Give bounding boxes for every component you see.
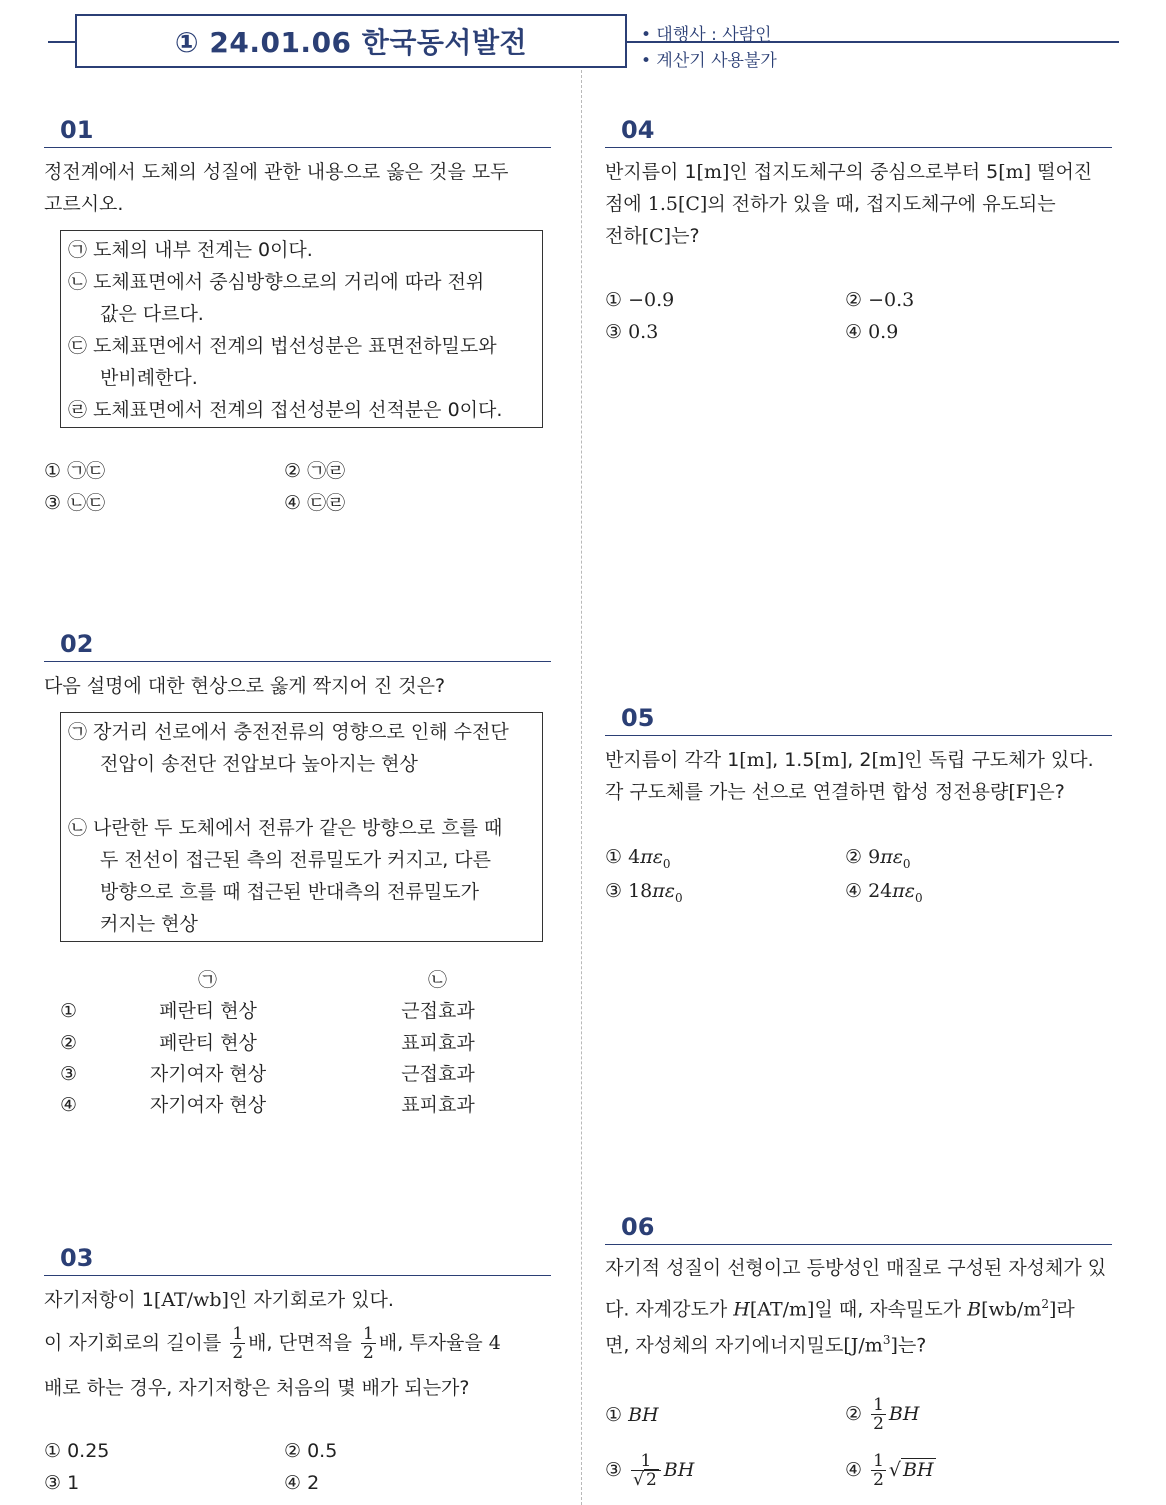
q01-statement-box bbox=[60, 230, 543, 428]
q02-statement: 두 전선이 접근된 측의 전류밀도가 커지고, 다른 bbox=[100, 849, 492, 871]
question-number-03: 03 bbox=[60, 1244, 94, 1272]
q06-choice-2[interactable]: ② $\frac{1}{2}$ BH bbox=[845, 1395, 920, 1434]
question-rule-06 bbox=[605, 1244, 1112, 1245]
q02-choice-2-b: 표피효과 bbox=[401, 1032, 475, 1054]
question-rule-01 bbox=[44, 147, 551, 148]
q06-choice-3[interactable]: ③ $\frac{1}{√ 2}$ BH bbox=[605, 1451, 695, 1490]
q04-choice-4[interactable]: ④ 0.9 bbox=[845, 321, 899, 343]
question-rule-02 bbox=[44, 661, 551, 662]
header-rule-left bbox=[48, 41, 75, 43]
q03-choice-4[interactable]: ④ 2 bbox=[284, 1472, 320, 1494]
column-divider bbox=[581, 70, 582, 1505]
q06-text-line2: 다. 자계강도가 H[AT/m]일 때, 자속밀도가 $B[wb/m^2]$라 bbox=[605, 1297, 1075, 1321]
q02-statement-box bbox=[60, 712, 543, 942]
q02-choice-1-b: 근접효과 bbox=[401, 1000, 475, 1022]
q01-text-line1: 정전계에서 도체의 성질에 관한 내용으로 옳은 것을 모두 bbox=[44, 161, 509, 183]
question-rule-04 bbox=[605, 147, 1112, 148]
q03-choice-2[interactable]: ② 0.5 bbox=[284, 1440, 338, 1462]
q02-statement: ㉡ 나란한 두 도체에서 전류가 같은 방향으로 흐를 때 bbox=[68, 817, 503, 839]
q01-statement: ㉢ 도체표면에서 전계의 법선성분은 표면전하밀도와 bbox=[68, 335, 497, 357]
q06-text-line3: 면, 자성체의 자기에너지밀도$[J/m^3]$는? bbox=[605, 1333, 927, 1357]
fraction-one-half: $\frac{1}{2}$ bbox=[363, 1324, 374, 1363]
q05-choice-3[interactable]: ③ $18\pi\varepsilon_0$ bbox=[605, 880, 683, 905]
q01-choice-4[interactable]: ④ ㉢㉣ bbox=[284, 492, 346, 514]
meta-agency: • 대행사 : 사람인 bbox=[641, 25, 772, 45]
q02-choice-1[interactable]: ① bbox=[60, 1000, 78, 1022]
q05-choice-1[interactable]: ① $4\pi\varepsilon_0$ bbox=[605, 846, 671, 871]
question-rule-05 bbox=[605, 735, 1112, 736]
question-number-01: 01 bbox=[60, 116, 94, 144]
q03-text-line1: 자기저항이 1[AT/wb]인 자기회로가 있다. bbox=[44, 1289, 394, 1311]
q05-text-line1: 반지름이 각각 1[m], 1.5[m], 2[m]인 독립 구도체가 있다. bbox=[605, 749, 1094, 771]
q05-choice-4[interactable]: ④ $24\pi\varepsilon_0$ bbox=[845, 880, 923, 905]
q04-choice-1[interactable]: ① −0.9 bbox=[605, 289, 675, 311]
q02-choice-4-a: 자기여자 현상 bbox=[149, 1094, 267, 1116]
q04-text-line3: 전하[C]는? bbox=[605, 225, 700, 247]
q06-choice-1[interactable]: ① BH bbox=[605, 1404, 659, 1426]
q02-choice-4-b: 표피효과 bbox=[401, 1094, 475, 1116]
q01-choice-3[interactable]: ③ ㉡㉢ bbox=[44, 492, 106, 514]
q01-text-line2: 고르시오. bbox=[44, 193, 124, 215]
question-number-06: 06 bbox=[621, 1213, 655, 1241]
meta-calculator: • 계산기 사용불가 bbox=[641, 51, 777, 71]
q01-statement: 반비례한다. bbox=[100, 367, 198, 389]
question-number-02: 02 bbox=[60, 630, 94, 658]
q02-choice-4[interactable]: ④ bbox=[60, 1094, 78, 1116]
q02-choice-3-b: 근접효과 bbox=[401, 1063, 475, 1085]
q02-choice-2[interactable]: ② bbox=[60, 1032, 78, 1054]
page-title: ① 24.01.06 한국동서발전 bbox=[75, 14, 627, 68]
q03-choice-1[interactable]: ① 0.25 bbox=[44, 1440, 110, 1462]
q02-choice-3-a: 자기여자 현상 bbox=[149, 1063, 267, 1085]
q02-choice-2-a: 페란티 현상 bbox=[159, 1032, 257, 1054]
q02-statement: ㉠ 장거리 선로에서 충전전류의 영향으로 인해 수전단 bbox=[68, 721, 509, 743]
q06-text-line1: 자기적 성질이 선형이고 등방성인 매질로 구성된 자성체가 있 bbox=[605, 1257, 1107, 1279]
question-rule-03 bbox=[44, 1275, 551, 1276]
q04-text-line1: 반지름이 1[m]인 접지도체구의 중심으로부터 5[m] 떨어진 bbox=[605, 161, 1093, 183]
q02-choice-1-a: 페란티 현상 bbox=[159, 1000, 257, 1022]
q02-column-header-b: ㉡ bbox=[428, 969, 448, 991]
q02-statement: 전압이 송전단 전압보다 높아지는 현상 bbox=[100, 753, 418, 775]
q05-choice-2[interactable]: ② $9\pi\varepsilon_0$ bbox=[845, 846, 911, 871]
q01-statement: ㉠ 도체의 내부 전계는 0이다. bbox=[68, 239, 313, 261]
fraction-one-half: $\frac{1}{2}$ bbox=[232, 1324, 244, 1363]
q01-statement: 값은 다르다. bbox=[100, 303, 204, 325]
question-number-04: 04 bbox=[621, 116, 655, 144]
q03-text-line3: 배로 하는 경우, 자기저항은 처음의 몇 배가 되는가? bbox=[44, 1377, 470, 1399]
q04-text-line2: 점에 1.5[C]의 전하가 있을 때, 접지도체구에 유도되는 bbox=[605, 193, 1056, 215]
q01-statement: ㉡ 도체표면에서 중심방향으로의 거리에 따라 전위 bbox=[68, 271, 485, 293]
q03-text-line2: 이 자기회로의 길이를 $\frac{1}{2}$ 배, 단면적을 $\frac{1}{2}$ 배, 투자율을 4 bbox=[44, 1324, 501, 1363]
q01-statement: ㉣ 도체표면에서 전계의 접선성분의 선적분은 0이다. bbox=[68, 399, 503, 421]
q06-choice-4[interactable]: ④ $\frac{1}{2}$ √ BH bbox=[845, 1451, 934, 1490]
q04-choice-3[interactable]: ③ 0.3 bbox=[605, 321, 659, 343]
q05-text-line2: 각 구도체를 가는 선으로 연결하면 합성 정전용량[F]은? bbox=[605, 781, 1065, 803]
q04-choice-2[interactable]: ② −0.3 bbox=[845, 289, 915, 311]
q02-choice-3[interactable]: ③ bbox=[60, 1063, 78, 1085]
q02-statement: 방향으로 흐를 때 접근된 반대측의 전류밀도가 bbox=[100, 881, 479, 903]
q02-text-line1: 다음 설명에 대한 현상으로 옳게 짝지어 진 것은? bbox=[44, 675, 446, 697]
q03-choice-3[interactable]: ③ 1 bbox=[44, 1472, 80, 1494]
q02-statement: 커지는 현상 bbox=[100, 913, 198, 935]
q02-column-header-a: ㉠ bbox=[198, 969, 218, 991]
q01-choice-2[interactable]: ② ㉠㉣ bbox=[284, 460, 346, 482]
question-number-05: 05 bbox=[621, 704, 655, 732]
q01-choice-1[interactable]: ① ㉠㉢ bbox=[44, 460, 106, 482]
